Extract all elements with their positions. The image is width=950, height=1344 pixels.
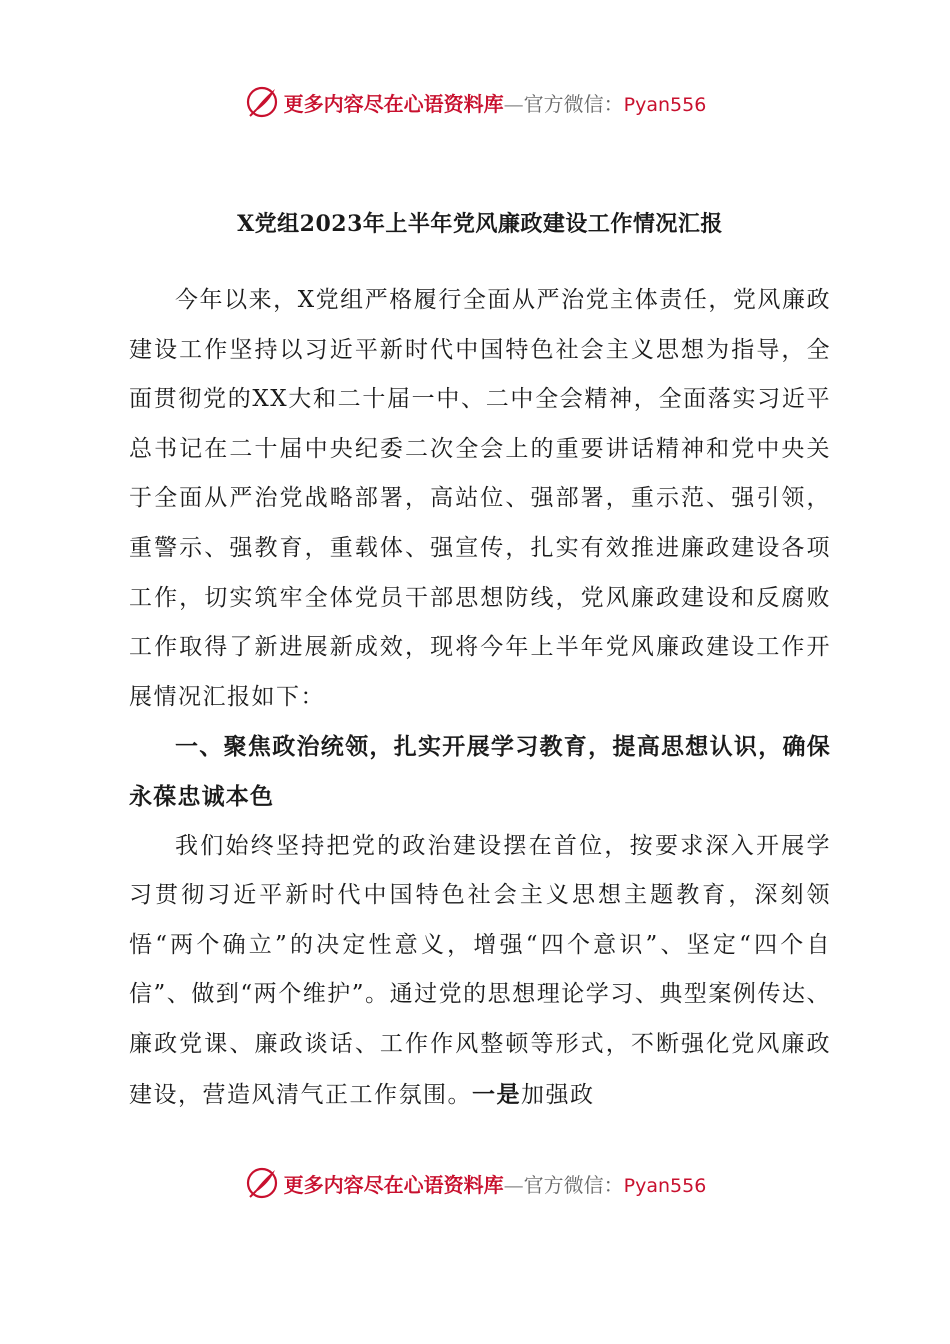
watermark-official-label: 官方微信： — [523, 91, 624, 116]
document-title: X党组2023年上半年党风廉政建设工作情况汇报 — [237, 211, 723, 237]
watermark-brand: 更多内容尽在心语资料库 — [283, 1172, 504, 1197]
watermark-dash: — — [503, 91, 524, 116]
quill-pen-circle-icon — [244, 84, 280, 120]
watermark-official-label: 官方微信： — [523, 1172, 624, 1197]
section-1-heading: 一、聚焦政治统领，扎实开展学习教育，提高思想认识，确保永葆忠诚本色 — [129, 733, 831, 810]
watermark-wechat-id: Pyan556 — [623, 1174, 707, 1197]
watermark-text — [284, 1169, 707, 1198]
watermark-footer — [0, 1163, 950, 1203]
watermark-brand: 更多内容尽在心语资料库 — [283, 91, 504, 116]
intro-paragraph: 今年以来，X党组严格履行全面从严治党主体责任，党风廉政建设工作坚持以习近平新时代中国特色社会主义思想为指导，全面贯彻党的XX大和二十届一中、二中全会精神，全面落实习近平总书记在二十届中央纪委二次全会上的重要讲话精神和党中央关于全面从严治党战略部署，高站位、强部署，重示范、强引领，重警示、强教育，重载体、强宣传，扎实有效推进廉政建设各项工作，切实筑牢全体党员干部思想防线，党风廉政建设和反腐败工作取得了新进展新成效，现将今年上半年党风廉政建设工作开展情况汇报如下： — [129, 287, 831, 710]
section-1-lead-bold: 一是 — [472, 1080, 521, 1108]
quill-pen-circle-icon — [244, 1165, 280, 1201]
section-1-paragraph-text: 我们始终坚持把党的政治建设摆在首位，按要求深入开展学习贯彻习近平新时代中国特色社会主义思想主题教育，深刻领悟“两个确立”的决定性意义，增强“四个意识”、坚定“四个自信”、做到“两个维护”。通过党的思想理论学习、典型案例传达、廉政党课、廉政谈话、工作作风整顿等形式，不断强化党风廉政建设，营造风清气正工作氛围。 — [129, 832, 831, 1108]
watermark-dash: — — [503, 1172, 524, 1197]
section-1-paragraph — [129, 822, 831, 1121]
document-body — [129, 200, 831, 1120]
watermark-text — [284, 88, 707, 117]
section-1-tail-text: 加强政 — [521, 1081, 595, 1108]
watermark-wechat-id: Pyan556 — [623, 93, 707, 116]
watermark-header — [0, 82, 950, 122]
